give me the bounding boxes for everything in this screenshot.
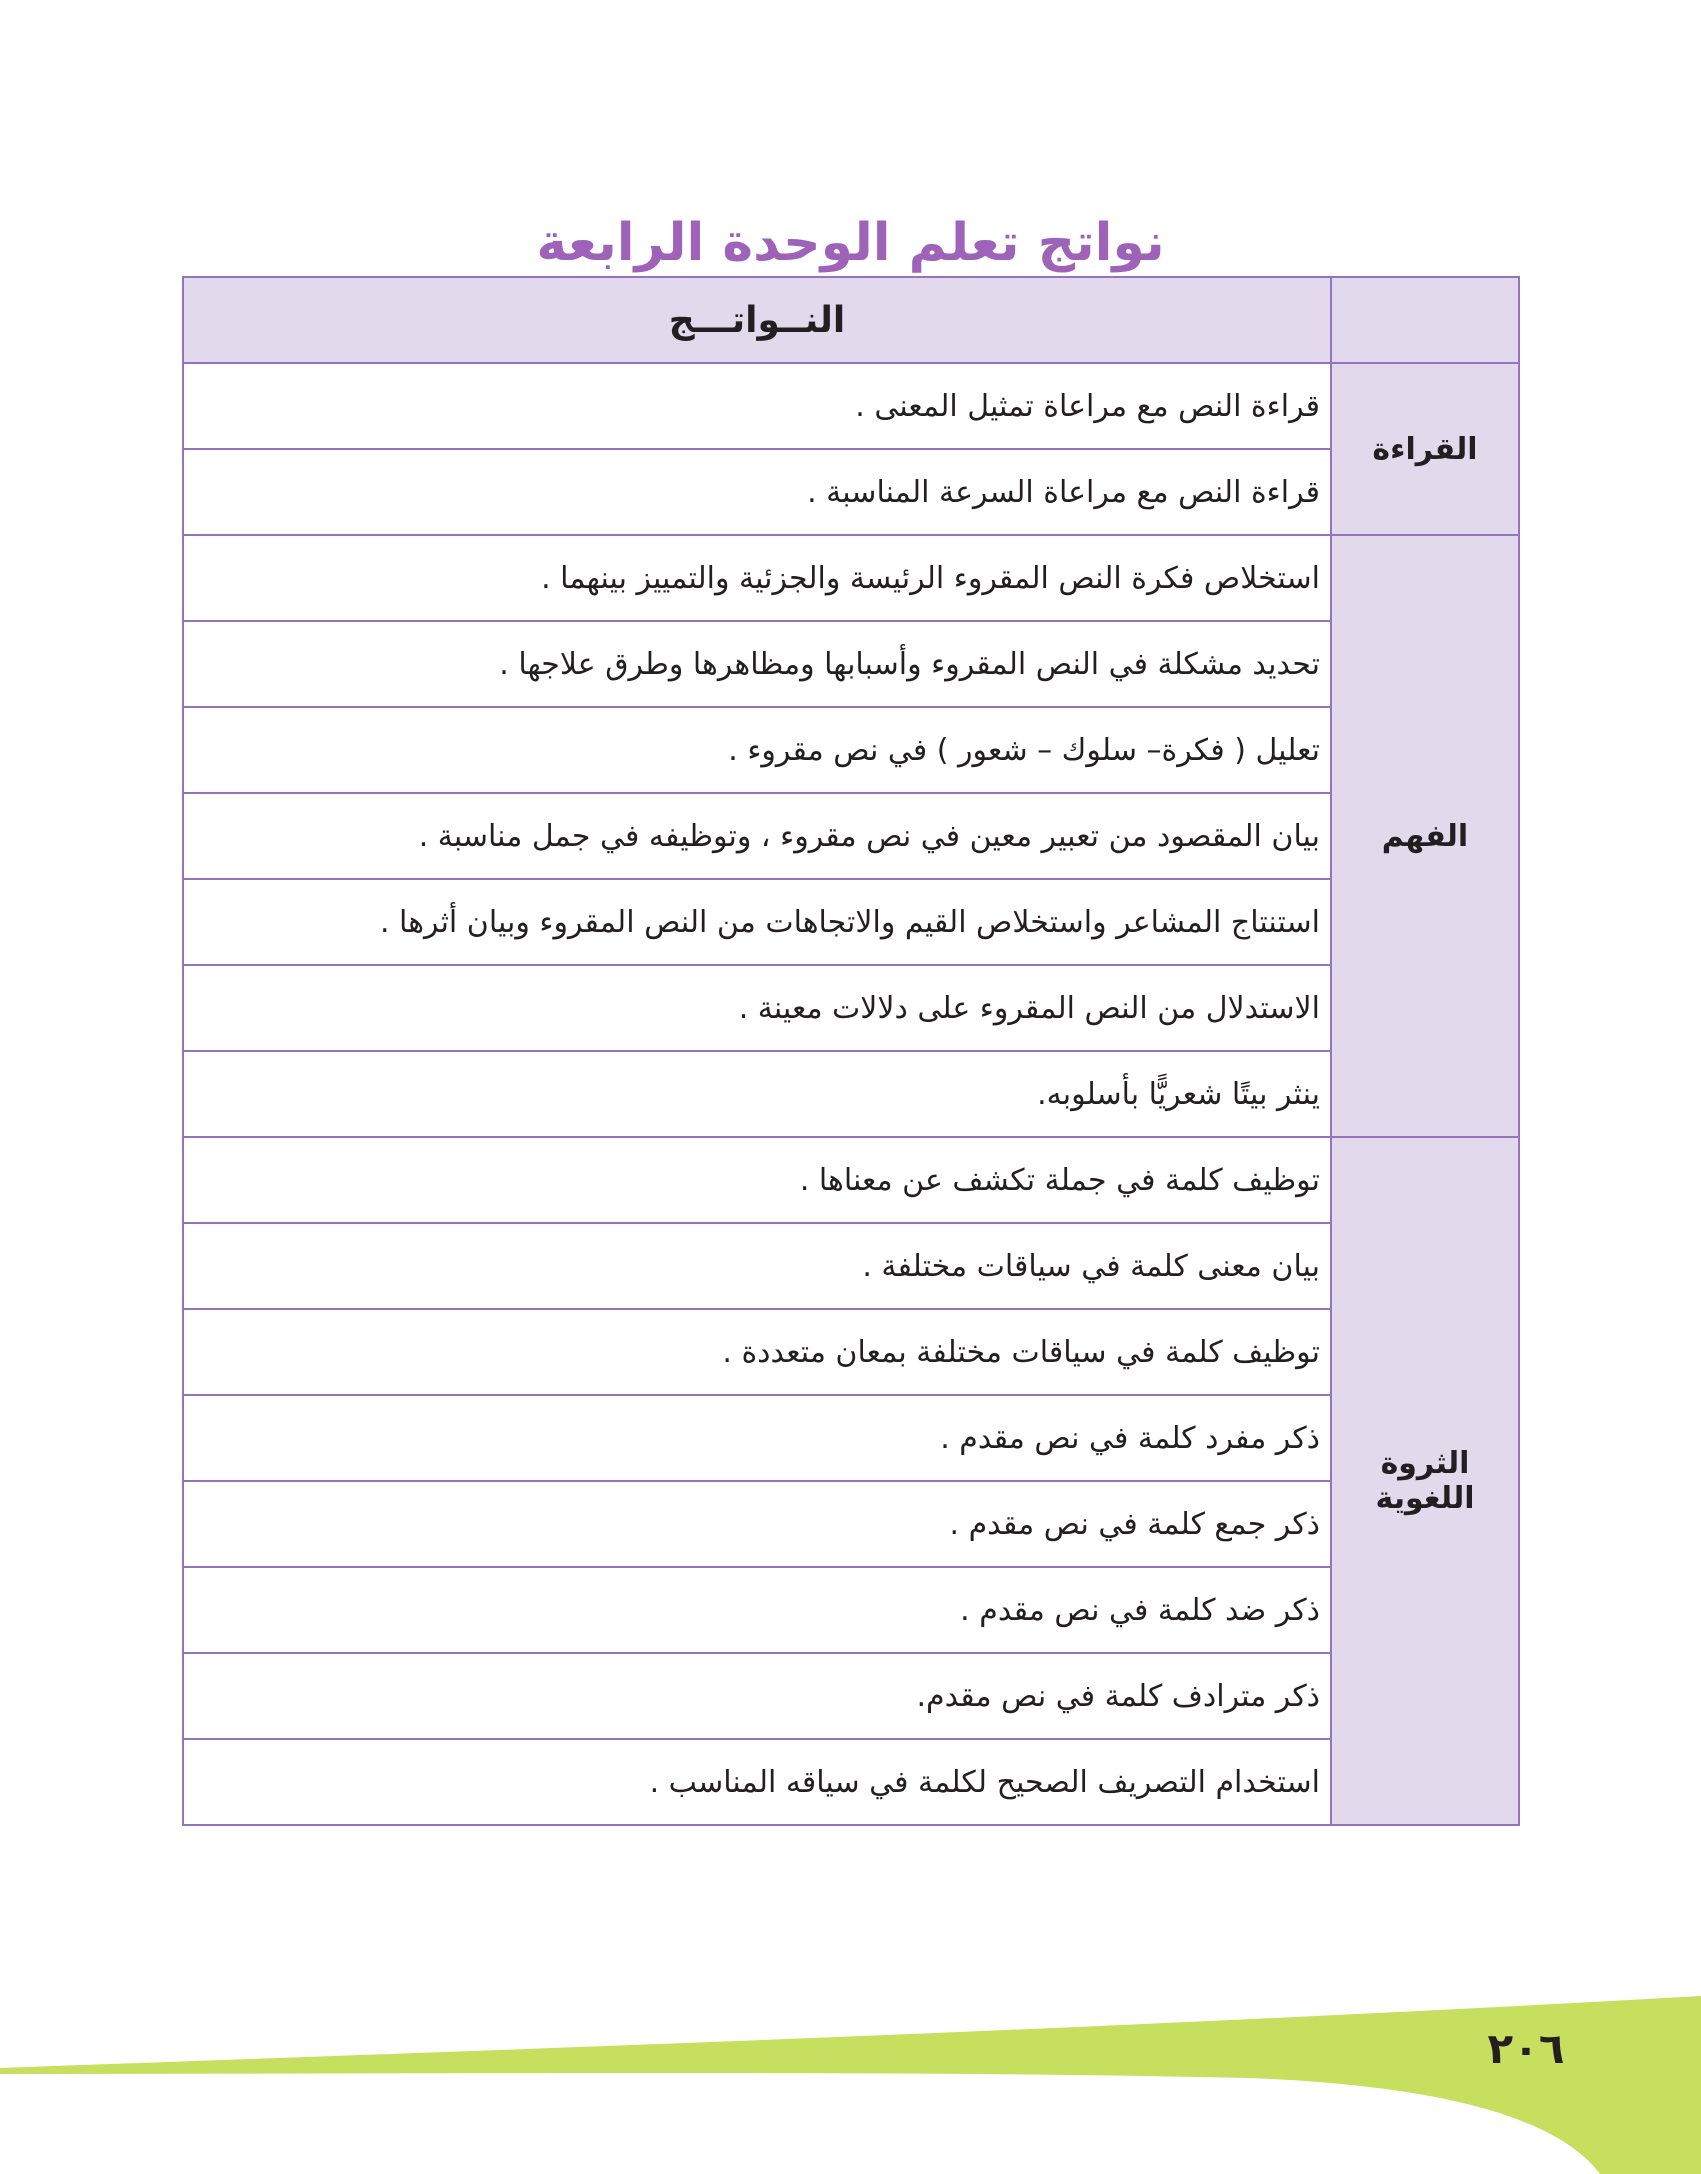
table-row	[183, 1309, 1519, 1395]
table-row	[183, 449, 1519, 535]
table-row	[183, 1567, 1519, 1653]
category-cell: الثروة اللغوية	[1331, 1137, 1519, 1825]
table-row	[183, 879, 1519, 965]
outcome-cell: الاستدلال من النص المقروء على دلالات معينة .	[183, 965, 1331, 1051]
page-number: ٢٠٦	[1487, 2024, 1565, 2073]
footer-green-swoosh	[0, 1996, 1701, 2174]
outcome-cell: استخلاص فكرة النص المقروء الرئيسة والجزئية والتمييز بينهما .	[183, 535, 1331, 621]
table-row	[183, 965, 1519, 1051]
footer-band	[0, 1990, 1701, 2174]
outcome-cell: بيان معنى كلمة في سياقات مختلفة .	[183, 1223, 1331, 1309]
table-row	[183, 1481, 1519, 1567]
table-row	[183, 1137, 1519, 1223]
table-row	[183, 1653, 1519, 1739]
outcomes-table	[182, 276, 1520, 1826]
table-row	[183, 363, 1519, 449]
category-header-cell	[1331, 277, 1519, 363]
table-row	[183, 707, 1519, 793]
outcome-cell: قراءة النص مع مراعاة تمثيل المعنى .	[183, 363, 1331, 449]
table-body	[183, 363, 1519, 1825]
table-header-row	[183, 277, 1519, 363]
outcome-cell: استخدام التصريف الصحيح لكلمة في سياقه المناسب .	[183, 1739, 1331, 1825]
category-cell: القراءة	[1331, 363, 1519, 535]
outcome-cell: ذكر جمع كلمة في نص مقدم .	[183, 1481, 1331, 1567]
outcome-cell: استنتاج المشاعر واستخلاص القيم والاتجاهات من النص المقروء وبيان أثرها .	[183, 879, 1331, 965]
outcome-cell: ذكر مفرد كلمة في نص مقدم .	[183, 1395, 1331, 1481]
outcome-cell: ذكر ضد كلمة في نص مقدم .	[183, 1567, 1331, 1653]
page-title: نواتج تعلم الوحدة الرابعة	[536, 212, 1165, 273]
outcome-cell: بيان المقصود من تعبير معين في نص مقروء ، وتوظيفه في جمل مناسبة .	[183, 793, 1331, 879]
outcome-cell: تعليل ( فكرة– سلوك – شعور ) في نص مقروء .	[183, 707, 1331, 793]
table-row	[183, 793, 1519, 879]
outcome-cell: توظيف كلمة في جملة تكشف عن معناها .	[183, 1137, 1331, 1223]
outcome-cell: قراءة النص مع مراعاة السرعة المناسبة .	[183, 449, 1331, 535]
table-row	[183, 1395, 1519, 1481]
category-cell: الفهم	[1331, 535, 1519, 1137]
table-row	[183, 621, 1519, 707]
outcome-cell: تحديد مشكلة في النص المقروء وأسبابها ومظاهرها وطرق علاجها .	[183, 621, 1331, 707]
table-row	[183, 1223, 1519, 1309]
outcomes-header-cell: النــواتـــج	[183, 277, 1331, 363]
outcome-cell: ذكر مترادف كلمة في نص مقدم.	[183, 1653, 1331, 1739]
table-row	[183, 535, 1519, 621]
table-row	[183, 1051, 1519, 1137]
outcome-cell: ينثر بيتًا شعريًّا بأسلوبه.	[183, 1051, 1331, 1137]
table-row	[183, 1739, 1519, 1825]
outcome-cell: توظيف كلمة في سياقات مختلفة بمعان متعددة .	[183, 1309, 1331, 1395]
